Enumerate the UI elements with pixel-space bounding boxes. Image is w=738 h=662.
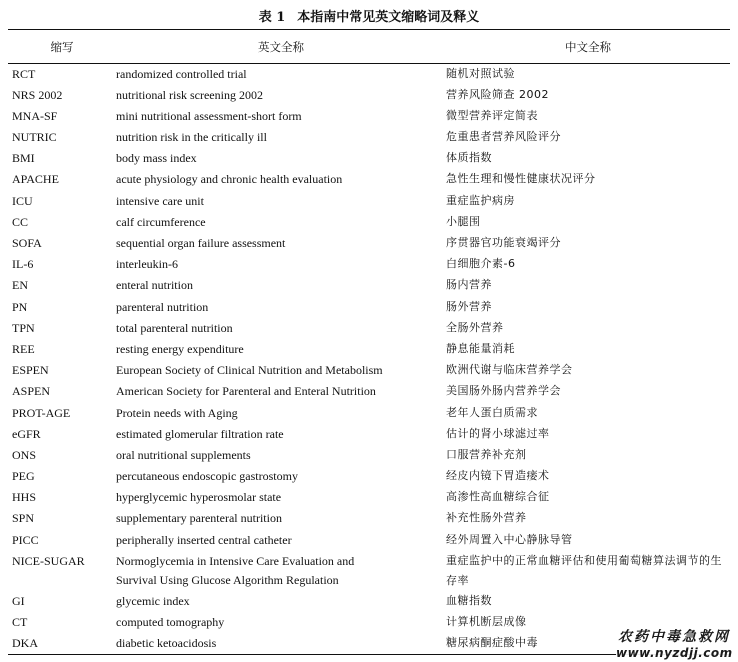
chinese-name-cell: 营养风险筛查 2002	[446, 87, 549, 101]
english-name-cell: randomized controlled trial	[116, 67, 247, 81]
english-name-cell: oral nutritional supplements	[116, 447, 251, 462]
table-row	[8, 297, 730, 318]
abbreviation-cell: HHS	[12, 490, 37, 505]
english-name-cell: diabetic ketoacidosis	[116, 633, 446, 654]
abbreviation-cell: PROT-AGE	[12, 405, 71, 420]
table-row	[8, 466, 730, 487]
chinese-name-cell: 重症监护病房	[446, 193, 515, 207]
english-name-cell: glycemic index	[116, 593, 190, 608]
chinese-name-cell: 估计的肾小球滤过率	[446, 426, 550, 440]
chinese-name-cell: 补充性肠外营养	[446, 511, 527, 525]
header-english-full-name: 英文全称	[116, 30, 446, 64]
table-row	[8, 381, 730, 402]
abbreviation-cell: DKA	[8, 633, 116, 654]
abbreviation-cell: ONS	[12, 447, 37, 462]
english-name-cell: calf circumference	[116, 214, 206, 229]
abbreviation-cell: NICE-SUGAR	[12, 553, 85, 568]
table-title: 本指南中常见英文缩略词及释义	[297, 10, 480, 25]
english-name-cell: resting energy expenditure	[116, 341, 244, 356]
chinese-name-cell: 肠内营养	[446, 278, 492, 292]
table-row	[8, 106, 730, 127]
english-name-cell: supplementary parenteral nutrition	[116, 511, 282, 526]
chinese-name-cell: 欧洲代谢与临床营养学会	[446, 363, 573, 377]
abbreviation-cell: PN	[12, 299, 28, 314]
english-name-cell: interleukin-6	[116, 257, 178, 272]
chinese-name-cell: 微型营养评定简表	[446, 108, 538, 122]
table-row	[8, 254, 730, 275]
abbreviation-cell: PEG	[12, 469, 35, 484]
chinese-name-cell: 序贯器官功能衰竭评分	[446, 236, 561, 249]
english-name-cell: total parenteral nutrition	[116, 320, 233, 335]
table-row	[8, 424, 730, 445]
table-row	[8, 339, 730, 360]
english-name-cell: body mass index	[116, 151, 197, 166]
english-name-cell: nutrition risk in the critically ill	[116, 130, 267, 145]
english-name-cell: acute physiology and chronic health evaluation	[116, 172, 343, 187]
english-name-line-2: Survival Using Glucose Algorithm Regulation	[116, 572, 339, 587]
abbreviation-cell: APACHE	[12, 172, 59, 187]
english-name-cell: American Society for Parenteral and Enteral Nutrition	[116, 384, 376, 399]
abbreviation-cell: TPN	[12, 320, 35, 335]
chinese-name-cell: 口服营养补充剂	[446, 447, 527, 461]
abbreviation-cell: SOFA	[12, 236, 42, 250]
abbreviation-cell: NRS 2002	[12, 87, 63, 102]
table-row	[8, 318, 730, 339]
abbreviation-cell: EN	[12, 278, 28, 293]
abbreviation-cell: ASPEN	[12, 384, 51, 399]
table-number: 表 1	[258, 10, 286, 25]
chinese-name-cell: 血糖指数	[446, 593, 492, 607]
table-body	[8, 64, 730, 655]
english-name-cell: computed tomography	[116, 615, 225, 629]
watermark-url: www.nyzdjj.com	[616, 646, 733, 660]
abbreviation-cell: IL-6	[12, 257, 34, 272]
english-name-cell: peripherally inserted central catheter	[116, 532, 292, 547]
english-name-cell: estimated glomerular filtration rate	[116, 426, 284, 441]
chinese-name-cell: 体质指数	[446, 151, 492, 165]
table-row	[8, 64, 730, 85]
table-row	[8, 530, 730, 551]
english-name-cell: nutritional risk screening 2002	[116, 87, 263, 102]
abbreviation-cell: eGFR	[12, 426, 41, 441]
watermark-site-name: 农药中毒急救网	[618, 629, 730, 645]
abbreviation-cell: GI	[12, 593, 25, 608]
abbreviation-cell: RCT	[12, 67, 36, 81]
chinese-name-cell: 静息能量消耗	[446, 341, 515, 355]
abbreviation-cell: CT	[12, 615, 28, 629]
chinese-name-cell: 急性生理和慢性健康状况评分	[446, 172, 596, 186]
chinese-name-cell: 美国肠外肠内营养学会	[446, 384, 561, 398]
chinese-name-cell: 重症监护中的正常血糖评估和使用葡萄糖算法调节的生存率	[446, 553, 722, 587]
english-name-cell: parenteral nutrition	[116, 299, 209, 314]
abbreviation-cell: BMI	[12, 151, 35, 166]
table-row	[8, 148, 730, 169]
table-row	[8, 487, 730, 508]
table-row	[8, 403, 730, 424]
english-name-cell	[116, 551, 446, 591]
table-row	[8, 551, 730, 591]
table-row	[8, 233, 730, 254]
abbreviation-cell: REE	[12, 341, 35, 356]
english-name-cell: intensive care unit	[116, 193, 204, 208]
english-name-line-1: Normoglycemia in Intensive Care Evaluation and	[116, 553, 355, 568]
table-row	[8, 127, 730, 148]
abbreviation-cell: ICU	[12, 193, 33, 208]
english-name-cell: enteral nutrition	[116, 278, 193, 293]
abbreviation-cell: PICC	[12, 532, 39, 547]
abbreviation-cell: SPN	[12, 511, 35, 526]
chinese-name-cell: 糖尿病酮症酸中毒	[446, 633, 730, 654]
chinese-name-cell: 小腿围	[446, 214, 481, 228]
chinese-name-cell: 经外周置入中心静脉导管	[446, 532, 573, 546]
english-name-cell: hyperglycemic hyperosmolar state	[116, 490, 282, 505]
table-row	[8, 275, 730, 296]
abbreviation-cell: ESPEN	[12, 363, 49, 378]
english-name-cell: European Society of Clinical Nutrition and Metabolism	[116, 363, 383, 378]
table-row	[8, 591, 730, 612]
chinese-name-cell: 白细胞介素-6	[446, 257, 516, 271]
chinese-name-cell: 经皮内镜下胃造瘘术	[446, 469, 550, 483]
table-row	[8, 360, 730, 381]
english-name-cell: sequential organ failure assessment	[116, 236, 286, 250]
chinese-name-cell: 老年人蛋白质需求	[446, 405, 538, 419]
site-watermark	[616, 626, 732, 660]
english-name-cell: mini nutritional assessment-short form	[116, 108, 302, 123]
english-name-cell: Protein needs with Aging	[116, 405, 238, 420]
chinese-name-cell: 高渗性高血糖综合征	[446, 490, 550, 504]
table-header-row	[8, 30, 730, 64]
table-caption	[0, 6, 738, 25]
header-abbreviation: 缩写	[8, 30, 116, 64]
header-chinese-full-name: 中文全称	[446, 30, 730, 64]
table-row	[8, 85, 730, 106]
abbreviation-cell: MNA-SF	[12, 108, 58, 123]
abbreviation-cell: NUTRIC	[12, 130, 57, 145]
table-row	[8, 212, 730, 233]
chinese-name-cell: 计算机断层成像	[446, 615, 527, 628]
table-row	[8, 508, 730, 529]
table-row	[8, 445, 730, 466]
chinese-name-cell: 随机对照试验	[446, 67, 515, 80]
table-row	[8, 169, 730, 190]
chinese-name-cell: 全肠外营养	[446, 320, 504, 334]
english-name-cell: percutaneous endoscopic gastrostomy	[116, 469, 298, 484]
abbreviation-table	[8, 29, 730, 655]
chinese-name-cell: 危重患者营养风险评分	[446, 130, 561, 144]
abbreviation-cell: CC	[12, 214, 29, 229]
chinese-name-cell: 肠外营养	[446, 299, 492, 313]
table-row	[8, 191, 730, 212]
